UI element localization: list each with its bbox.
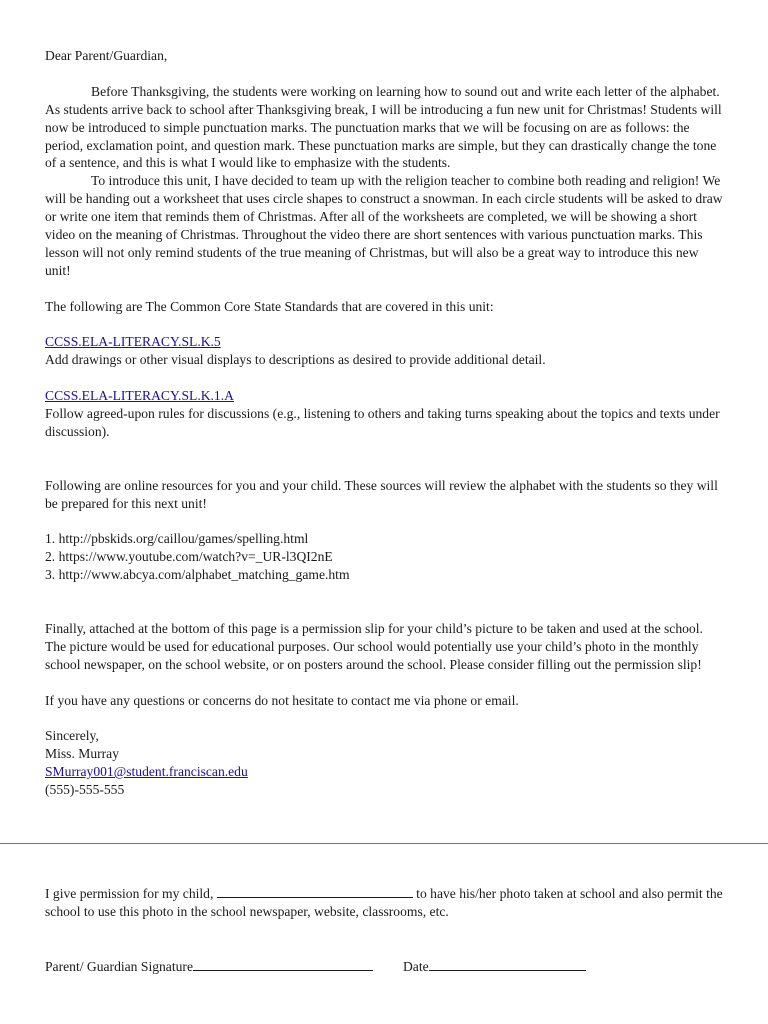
standard-link-sl-k-5[interactable]: CCSS.ELA-LITERACY.SL.K.5 <box>45 334 221 350</box>
cut-divider <box>0 843 768 844</box>
letter-body <box>45 47 725 799</box>
resources-intro: Following are online resources for you and your child. These sources will review the alphabet with the students so they will be prepared for this next unit! <box>45 477 718 511</box>
closing: Sincerely, <box>45 728 99 744</box>
resource-item: 3. http://www.abcya.com/alphabet_matching_game.htm <box>45 567 350 583</box>
email-link[interactable]: SMurray001@student.franciscan.edu <box>45 764 248 780</box>
signature-name: Miss. Murray <box>45 746 120 762</box>
paragraph-intro: Before Thanksgiving, the students were working on learning how to sound out and write each letter of the alphabet. As students arrive back to school after Thanksgiving break, I will be introducing a fun new unit for Christmas! Students will now be introduced to simple punctuation marks. The punctuation marks that we will be focusing on are as follows: the period, exclamation point, and question mark. These punctuation marks are simple, but they can drastically change the tone of a sentence, and this is what I would like to emphasize with the students. <box>45 83 722 171</box>
signature-blank[interactable] <box>193 957 373 971</box>
date-blank[interactable] <box>429 957 586 971</box>
greeting: Dear Parent/Guardian, <box>45 48 168 63</box>
resource-item: 2. https://www.youtube.com/watch?v=_UR-l3QI2nE <box>45 549 333 565</box>
child-name-blank[interactable] <box>217 884 413 898</box>
standard-description: Follow agreed-upon rules for discussions (e.g., listening to others and taking turns speaking about the topics and texts under discussion). <box>45 406 720 439</box>
date-label: Date <box>402 958 429 974</box>
standards-intro: The following are The Common Core State Standards that are covered in this unit: <box>45 298 494 314</box>
permission-statement <box>45 884 725 921</box>
permission-text-start: I give permission for my child, <box>45 886 217 901</box>
permission-text-end: to have his/her photo taken at school and also permit the school to use this photo in the school newspaper, website, classrooms, etc. <box>45 886 723 919</box>
signature-line <box>45 957 725 976</box>
paragraph-unit-plan: To introduce this unit, I have decided to team up with the religion teacher to combine both reading and religion! We will be handing out a worksheet that uses circle shapes to construct a snowman. In each circle students will be asked to draw or write one item that reminds them of Christmas. After all of the worksheets are completed, we will be showing a short video on the meaning of Christmas. Throughout the video there are short sentences with various punctuation marks. This lesson will not only remind students of the true meaning of Christmas, but will also be a great way to introduce this new unit! <box>45 173 723 278</box>
paragraph-contact: If you have any questions or concerns do not hesitate to contact me via phone or email. <box>45 692 519 708</box>
permission-slip <box>45 884 725 976</box>
resource-item: 1. http://pbskids.org/caillou/games/spelling.html <box>45 531 309 547</box>
phone-number: (555)-555-555 <box>45 782 125 798</box>
standard-description: Add drawings or other visual displays to descriptions as desired to provide additional detail. <box>45 352 546 368</box>
paragraph-permission: Finally, attached at the bottom of this page is a permission slip for your child’s picture to be taken and used at the school. The picture would be used for educational purposes. Our school would potentially use your child’s photo in the monthly school newspaper, on the school website, or on posters around the school. Please consider filling out the permission slip! <box>45 620 703 672</box>
signature-label: Parent/ Guardian Signature <box>45 958 193 974</box>
standard-link-sl-k-1-a[interactable]: CCSS.ELA-LITERACY.SL.K.1.A <box>45 388 234 404</box>
